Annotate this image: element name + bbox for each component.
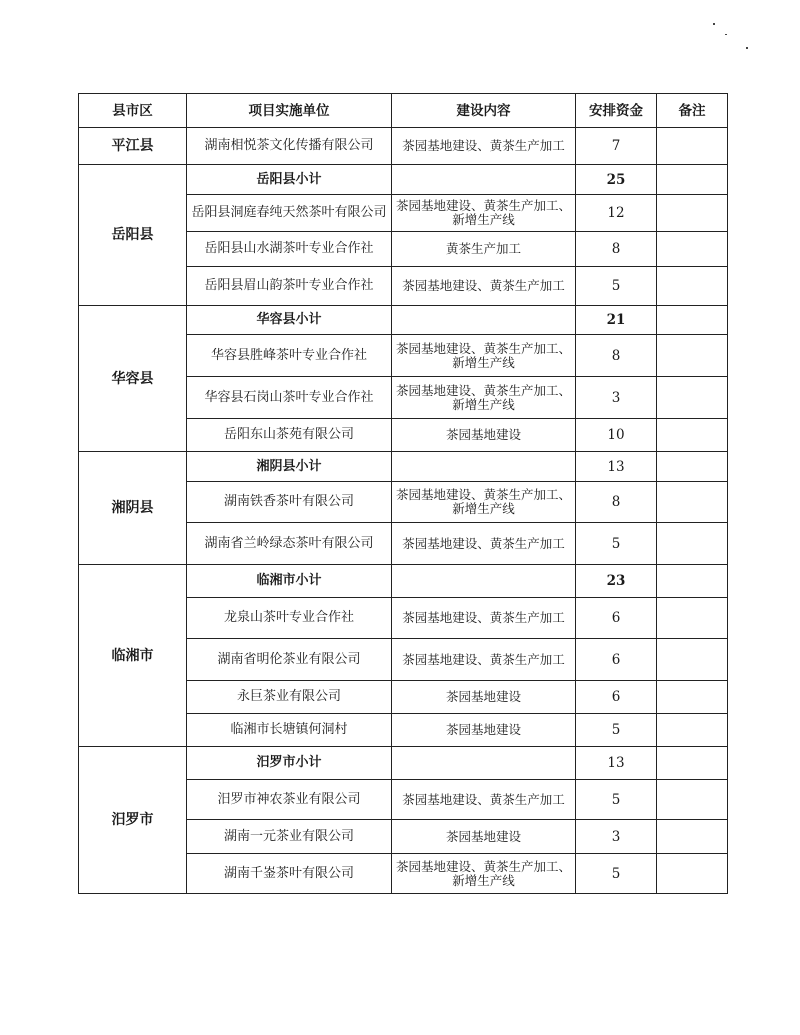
funds-cell: 5 xyxy=(576,780,657,820)
subtotal-label: 湘阴县小计 xyxy=(187,452,392,482)
header-note: 备注 xyxy=(657,94,728,128)
county-cell: 湘阴县 xyxy=(79,452,187,565)
note-cell xyxy=(657,639,728,681)
funds-cell: 5 xyxy=(576,523,657,565)
note-cell xyxy=(657,523,728,565)
content-cell: 茶园基地建设、黄茶生产加工、新增生产线 xyxy=(392,482,576,523)
unit-cell: 岳阳县洞庭春纯天然茶叶有限公司 xyxy=(187,195,392,232)
content-cell xyxy=(392,565,576,598)
note-cell xyxy=(657,854,728,894)
unit-cell: 华容县石岗山茶叶专业合作社 xyxy=(187,377,392,419)
subtotal-funds: 13 xyxy=(576,747,657,780)
content-cell: 茶园基地建设、黄茶生产加工 xyxy=(392,639,576,681)
content-cell: 茶园基地建设、黄茶生产加工、新增生产线 xyxy=(392,335,576,377)
content-cell: 茶园基地建设 xyxy=(392,820,576,854)
note-cell xyxy=(657,267,728,306)
content-cell: 黄茶生产加工 xyxy=(392,232,576,267)
unit-cell: 永巨茶业有限公司 xyxy=(187,681,392,714)
note-cell xyxy=(657,681,728,714)
funds-cell: 8 xyxy=(576,335,657,377)
unit-cell: 湖南一元茶业有限公司 xyxy=(187,820,392,854)
subtotal-funds: 25 xyxy=(576,165,657,195)
subtotal-label: 岳阳县小计 xyxy=(187,165,392,195)
funds-cell: 5 xyxy=(576,854,657,894)
note-cell xyxy=(657,335,728,377)
subtotal-funds: 13 xyxy=(576,452,657,482)
table-row xyxy=(79,128,728,165)
content-cell: 茶园基地建设、黄茶生产加工 xyxy=(392,523,576,565)
funds-cell: 6 xyxy=(576,598,657,639)
unit-cell: 湖南相悦茶文化传播有限公司 xyxy=(187,128,392,165)
unit-cell: 岳阳县眉山韵茶叶专业合作社 xyxy=(187,267,392,306)
funds-cell: 8 xyxy=(576,482,657,523)
note-cell xyxy=(657,482,728,523)
subtotal-funds: 21 xyxy=(576,306,657,335)
content-cell: 茶园基地建设、黄茶生产加工、新增生产线 xyxy=(392,195,576,232)
unit-cell: 龙泉山茶叶专业合作社 xyxy=(187,598,392,639)
unit-cell: 岳阳东山茶苑有限公司 xyxy=(187,419,392,452)
subtotal-label: 华容县小计 xyxy=(187,306,392,335)
funds-cell: 3 xyxy=(576,377,657,419)
funds-cell: 6 xyxy=(576,681,657,714)
content-cell: 茶园基地建设、黄茶生产加工、新增生产线 xyxy=(392,377,576,419)
header-content: 建设内容 xyxy=(392,94,576,128)
funding-table xyxy=(78,93,728,894)
funds-cell: 12 xyxy=(576,195,657,232)
header-county: 县市区 xyxy=(79,94,187,128)
unit-cell: 岳阳县山水湖茶叶专业合作社 xyxy=(187,232,392,267)
subtotal-row xyxy=(79,452,728,482)
funds-cell: 3 xyxy=(576,820,657,854)
unit-cell: 湖南铁香茶叶有限公司 xyxy=(187,482,392,523)
county-cell: 平江县 xyxy=(79,128,187,165)
note-cell xyxy=(657,306,728,335)
unit-cell: 湖南千崟茶叶有限公司 xyxy=(187,854,392,894)
content-cell: 茶园基地建设、黄茶生产加工 xyxy=(392,128,576,165)
funds-cell: 5 xyxy=(576,267,657,306)
content-cell: 茶园基地建设、黄茶生产加工、新增生产线 xyxy=(392,854,576,894)
note-cell xyxy=(657,165,728,195)
content-cell: 茶园基地建设 xyxy=(392,681,576,714)
note-cell xyxy=(657,377,728,419)
unit-cell: 临湘市长塘镇何洞村 xyxy=(187,714,392,747)
funds-cell: 6 xyxy=(576,639,657,681)
funds-cell: 10 xyxy=(576,419,657,452)
county-cell: 汨罗市 xyxy=(79,747,187,894)
county-cell: 临湘市 xyxy=(79,565,187,747)
header-unit: 项目实施单位 xyxy=(187,94,392,128)
content-cell xyxy=(392,452,576,482)
content-cell: 茶园基地建设 xyxy=(392,714,576,747)
subtotal-row xyxy=(79,747,728,780)
content-cell: 茶园基地建设 xyxy=(392,419,576,452)
funds-cell: 8 xyxy=(576,232,657,267)
note-cell xyxy=(657,452,728,482)
subtotal-label: 临湘市小计 xyxy=(187,565,392,598)
note-cell xyxy=(657,565,728,598)
note-cell xyxy=(657,128,728,165)
note-cell xyxy=(657,419,728,452)
funds-cell: 7 xyxy=(576,128,657,165)
content-cell xyxy=(392,165,576,195)
header-funds: 安排资金 xyxy=(576,94,657,128)
unit-cell: 湖南省明伦茶业有限公司 xyxy=(187,639,392,681)
header-row xyxy=(79,94,728,128)
note-cell xyxy=(657,195,728,232)
subtotal-row xyxy=(79,306,728,335)
unit-cell: 汨罗市神农茶业有限公司 xyxy=(187,780,392,820)
content-cell: 茶园基地建设、黄茶生产加工 xyxy=(392,780,576,820)
subtotal-funds: 23 xyxy=(576,565,657,598)
funds-cell: 5 xyxy=(576,714,657,747)
subtotal-row xyxy=(79,565,728,598)
note-cell xyxy=(657,714,728,747)
county-cell: 华容县 xyxy=(79,306,187,452)
county-cell: 岳阳县 xyxy=(79,165,187,306)
note-cell xyxy=(657,747,728,780)
content-cell xyxy=(392,306,576,335)
subtotal-label: 汨罗市小计 xyxy=(187,747,392,780)
subtotal-row xyxy=(79,165,728,195)
content-cell xyxy=(392,747,576,780)
content-cell: 茶园基地建设、黄茶生产加工 xyxy=(392,267,576,306)
unit-cell: 华容县胜峰茶叶专业合作社 xyxy=(187,335,392,377)
content-cell: 茶园基地建设、黄茶生产加工 xyxy=(392,598,576,639)
note-cell xyxy=(657,232,728,267)
note-cell xyxy=(657,598,728,639)
note-cell xyxy=(657,820,728,854)
unit-cell: 湖南省兰岭绿态茶叶有限公司 xyxy=(187,523,392,565)
note-cell xyxy=(657,780,728,820)
